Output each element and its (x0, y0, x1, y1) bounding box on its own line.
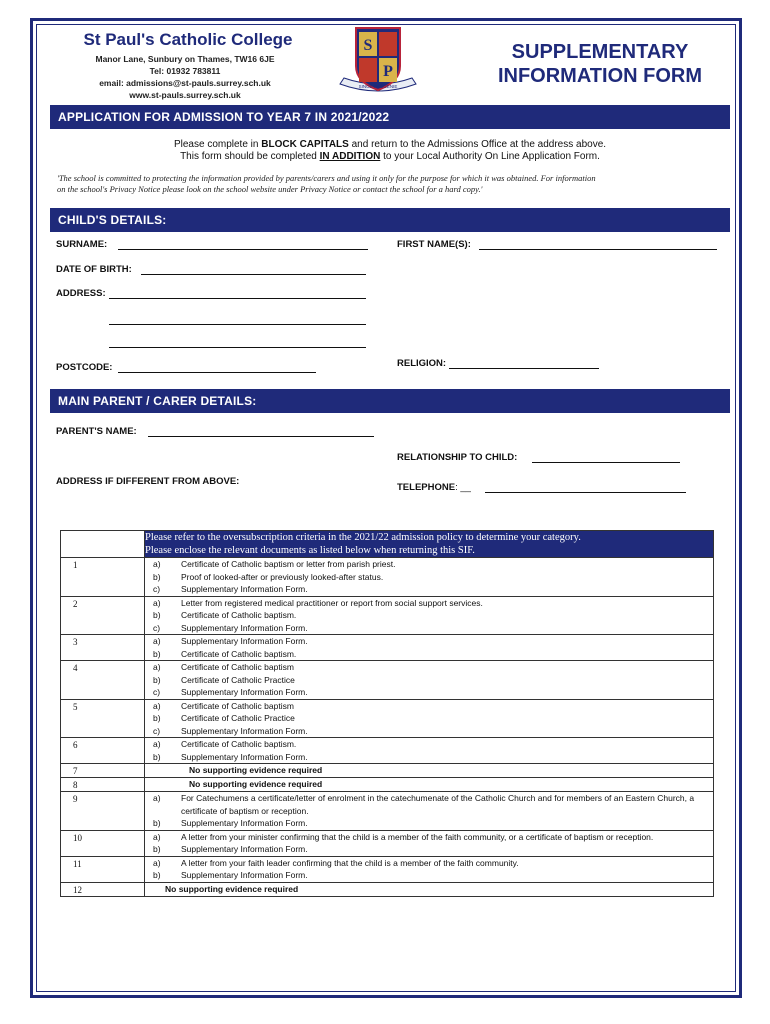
evidence-item-letter: a) (153, 636, 161, 646)
criteria-evidence (145, 635, 714, 661)
criteria-header-line2: Please enclose the relevant documents as listed below when returning this SIF. (145, 545, 475, 556)
evidence-item-text: Certificate of Catholic Practice (181, 674, 295, 685)
criteria-number: 11 (61, 856, 145, 882)
evidence-item (145, 648, 713, 661)
evidence-item (145, 622, 713, 635)
criteria-number: 9 (61, 792, 145, 831)
evidence-item-text: Supplementary Information Form. (181, 622, 308, 633)
evidence-item-letter: b) (153, 713, 161, 723)
intro-line-1: Please complete in BLOCK CAPITALS and return to the Admissions Office at the address above. (173, 139, 607, 150)
evidence-item-text: Certificate of Catholic baptism. (181, 739, 297, 749)
evidence-item-text: Supplementary Information Form. (181, 636, 308, 646)
first-names-label: FIRST NAME(S): (397, 239, 471, 250)
evidence-item-letter: a) (153, 662, 161, 672)
evidence-item-text: A letter from your faith leader confirming that the child is a member of the faith community. (181, 857, 519, 868)
religion-label: RELIGION: (397, 358, 447, 369)
postcode-input-line[interactable] (118, 372, 316, 373)
evidence-item-text: Supplementary Information Form. (181, 818, 308, 828)
criteria-evidence (145, 738, 714, 764)
telephone-label: TELEPHONE: __ (397, 482, 471, 493)
criteria-row (61, 738, 714, 764)
privacy-notice-line-2: on the school's Privacy Notice please look on the school website under Privacy Notice or contact the school for a hard copy.' (57, 184, 483, 194)
evidence-item (145, 817, 713, 830)
date-of-birth-input-line[interactable] (141, 274, 366, 275)
relationship-label: RELATIONSHIP TO CHILD: (397, 452, 518, 463)
criteria-row (61, 778, 714, 792)
evidence-item-letter: a) (153, 793, 161, 803)
criteria-row (61, 596, 714, 635)
parent-name-input-line[interactable] (148, 436, 374, 437)
school-crest-logo (338, 26, 418, 94)
no-evidence-note: No supporting evidence required (165, 883, 299, 894)
evidence-item-text: Supplementary Information Form. (181, 844, 308, 854)
address-input-line-2[interactable] (109, 324, 366, 325)
child-details-heading: CHILD'S DETAILS: (50, 208, 730, 232)
criteria-evidence (145, 596, 714, 635)
address-input-line-3[interactable] (109, 347, 366, 348)
evidence-item (145, 857, 713, 870)
criteria-number: 6 (61, 738, 145, 764)
criteria-number: 4 (61, 661, 145, 700)
criteria-evidence (145, 792, 714, 831)
criteria-number: 10 (61, 830, 145, 856)
evidence-item-letter: a) (153, 739, 161, 749)
criteria-row (61, 699, 714, 738)
evidence-item (145, 751, 713, 764)
criteria-number: 7 (61, 764, 145, 778)
postcode-label: POSTCODE: (56, 362, 113, 373)
criteria-header-blank (61, 531, 145, 558)
criteria-header-line1: Please refer to the oversubscription criteria in the 2021/22 admission policy to determine your category. (145, 532, 581, 543)
evidence-item (145, 571, 713, 584)
crest-letter-s: S (363, 37, 373, 54)
first-names-input-line[interactable] (479, 249, 717, 250)
criteria-number: 3 (61, 635, 145, 661)
evidence-item (145, 869, 713, 882)
evidence-item-text: Certificate of Catholic baptism (181, 662, 294, 672)
evidence-item-text: Certificate of Catholic baptism. (181, 648, 297, 659)
evidence-item (145, 843, 713, 856)
evidence-item-letter: b) (153, 751, 161, 762)
application-heading-bar: APPLICATION FOR ADMISSION TO YEAR 7 IN 2021/2022 (50, 105, 730, 129)
evidence-item (145, 609, 713, 622)
evidence-item-letter: a) (153, 597, 161, 608)
privacy-notice-line-1: 'The school is committed to protecting the information provided by parents/carers and using it only for the purpose for which it was obtained. For information (57, 173, 596, 183)
evidence-item-text: Supplementary Information Form. (181, 751, 308, 762)
school-name: St Paul's Catholic College (83, 30, 293, 49)
evidence-item-letter: c) (153, 687, 161, 697)
evidence-item (145, 700, 713, 713)
address-if-different-label: ADDRESS IF DIFFERENT FROM ABOVE: (56, 476, 240, 487)
evidence-item-letter: b) (153, 844, 161, 854)
evidence-item-letter: a) (153, 831, 161, 842)
school-telephone: Tel: 01932 783811 (149, 66, 221, 76)
evidence-item (145, 831, 713, 844)
evidence-item-letter: a) (153, 559, 161, 569)
criteria-number: 8 (61, 778, 145, 792)
criteria-row (61, 558, 714, 597)
school-email: email: admissions@st-pauls.surrey.sch.uk (99, 78, 271, 88)
evidence-item-text: A letter from your minister confirming that the child is a member of the faith community, or a certificate of baptism or reception. (181, 831, 654, 842)
evidence-item-letter: b) (153, 674, 161, 685)
address-label: ADDRESS: (56, 288, 106, 299)
criteria-evidence (145, 661, 714, 700)
criteria-row (61, 764, 714, 778)
evidence-item (145, 674, 713, 687)
evidence-item-letter: b) (153, 870, 161, 880)
criteria-table (60, 530, 714, 897)
no-evidence-note: No supporting evidence required (189, 779, 323, 789)
criteria-header-row (61, 531, 714, 558)
criteria-evidence (145, 558, 714, 597)
evidence-item-letter: b) (153, 610, 161, 620)
school-website: www.st-pauls.surrey.sch.uk (129, 90, 241, 100)
evidence-item-letter: c) (153, 725, 161, 736)
evidence-item (145, 635, 713, 648)
form-title-line2: INFORMATION FORM (497, 65, 703, 87)
crest-letter-p: P (383, 63, 393, 80)
evidence-item-letter: c) (153, 622, 161, 633)
address-input-line-1[interactable] (109, 298, 366, 299)
evidence-item-text: Supplementary Information Form. (181, 870, 308, 880)
form-title-line1: SUPPLEMENTARY (511, 41, 689, 63)
criteria-evidence (145, 699, 714, 738)
telephone-input-line[interactable] (485, 492, 686, 493)
evidence-item-text: Letter from registered medical practitioner or report from social support services. (181, 597, 483, 608)
criteria-evidence (145, 764, 714, 778)
criteria-header (145, 531, 714, 558)
criteria-evidence (145, 856, 714, 882)
parent-name-label: PARENT'S NAME: (56, 426, 137, 437)
criteria-evidence (145, 778, 714, 792)
relationship-input-line[interactable] (532, 462, 680, 463)
evidence-item-text: Certificate of Catholic baptism (181, 700, 294, 711)
criteria-evidence (145, 830, 714, 856)
evidence-item-letter: b) (153, 648, 161, 659)
evidence-item (145, 712, 713, 725)
criteria-number: 12 (61, 882, 145, 896)
evidence-item-letter: a) (153, 857, 161, 868)
evidence-item (145, 597, 713, 610)
evidence-item-text: Certificate of Catholic baptism. (181, 610, 297, 620)
surname-input-line[interactable] (118, 249, 368, 250)
evidence-item-text: Supplementary Information Form. (181, 584, 308, 594)
evidence-item (145, 558, 713, 571)
evidence-item-letter: b) (153, 571, 161, 582)
criteria-row (61, 882, 714, 896)
criteria-row (61, 830, 714, 856)
evidence-item-text: Proof of looked-after or previously looked-after status. (181, 571, 384, 582)
evidence-item-letter: a) (153, 700, 161, 711)
evidence-item (145, 661, 713, 674)
evidence-item-text: Supplementary Information Form. (181, 725, 308, 736)
evidence-item-text: Supplementary Information Form. (181, 687, 308, 697)
school-address: Manor Lane, Sunbury on Thames, TW16 6JE (95, 54, 275, 64)
criteria-evidence (145, 882, 714, 896)
form-title (470, 40, 730, 88)
surname-label: SURNAME: (56, 239, 108, 250)
no-evidence-note: No supporting evidence required (189, 765, 323, 775)
criteria-row (61, 792, 714, 831)
evidence-item-letter: b) (153, 818, 161, 828)
criteria-row (61, 635, 714, 661)
evidence-item-text: Certificate of Catholic Practice (181, 713, 295, 723)
criteria-number: 1 (61, 558, 145, 597)
parent-details-heading: MAIN PARENT / CARER DETAILS: (50, 389, 730, 413)
date-of-birth-label: DATE OF BIRTH: (56, 264, 132, 275)
religion-input-line[interactable] (449, 368, 599, 369)
evidence-item (145, 725, 713, 738)
evidence-item (145, 792, 713, 817)
criteria-number: 5 (61, 699, 145, 738)
crest-motto: SINCE PROGENIE (358, 84, 398, 89)
intro-line-2: This form should be completed IN ADDITION to your Local Authority On Line Application Form. (180, 151, 600, 162)
evidence-item (145, 583, 713, 596)
evidence-item (145, 738, 713, 751)
criteria-row (61, 661, 714, 700)
evidence-item-text: For Catechumens a certificate/letter of enrolment in the catechumenate of the Catholic Church and for members of an Eastern Church, a certificate of baptism or reception. (181, 793, 695, 816)
criteria-row (61, 856, 714, 882)
criteria-number: 2 (61, 596, 145, 635)
evidence-item (145, 686, 713, 699)
evidence-item-letter: c) (153, 584, 161, 594)
evidence-item-text: Certificate of Catholic baptism or letter from parish priest. (181, 559, 396, 569)
